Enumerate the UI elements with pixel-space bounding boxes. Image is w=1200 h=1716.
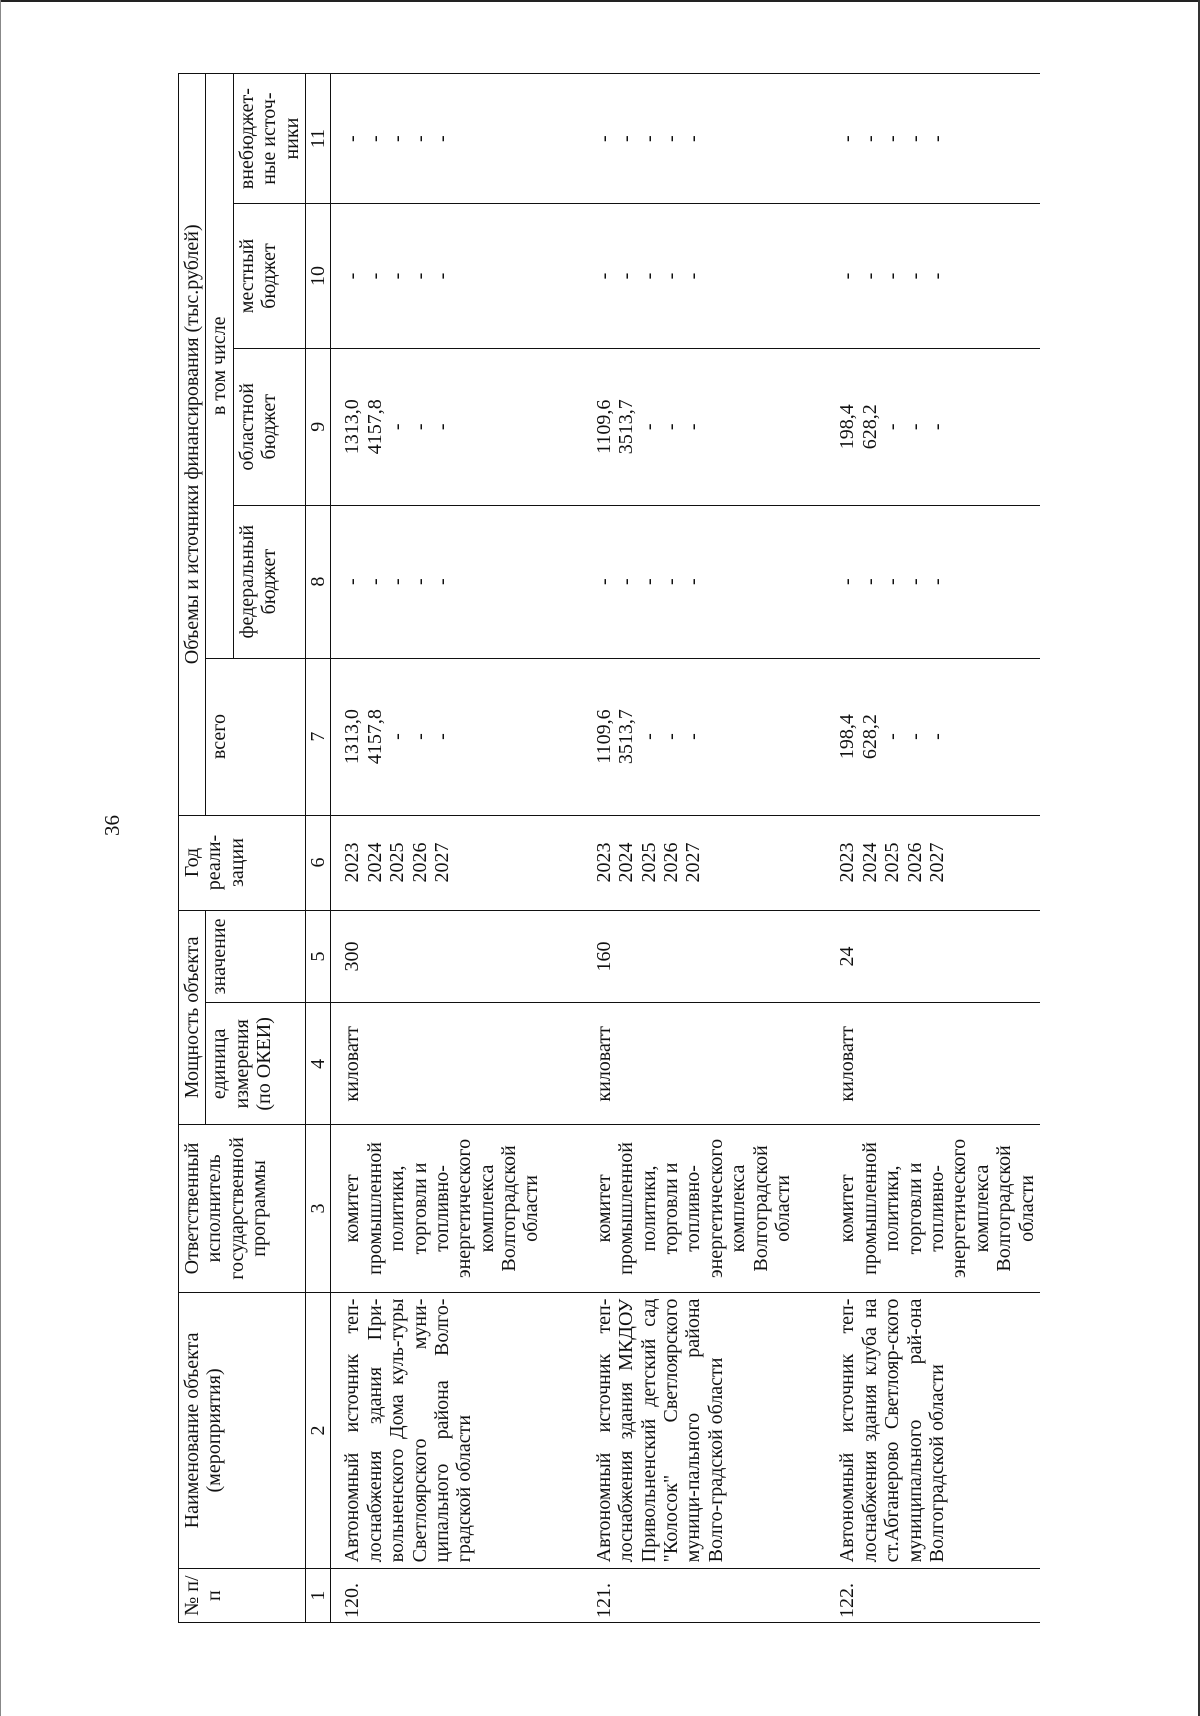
- local-value: -: [408, 272, 431, 280]
- federal-cell: [545, 505, 797, 658]
- regional-cell: [545, 348, 797, 505]
- local-cell: [796, 204, 1040, 349]
- federal-value: -: [363, 578, 386, 585]
- capacity-value: 300: [331, 910, 545, 1003]
- total-value: -: [925, 733, 948, 740]
- total-cell: [545, 658, 797, 815]
- extra-value: -: [408, 135, 431, 142]
- federal-value: -: [408, 578, 431, 585]
- row-number: 122.: [796, 1569, 1040, 1623]
- regional-value: -: [925, 423, 948, 431]
- local-value: -: [386, 272, 409, 280]
- total-value: -: [903, 733, 926, 740]
- header-federal: федеральный бюджет: [233, 505, 305, 658]
- column-number: 9: [305, 348, 330, 505]
- executor: комитет промышленной политики, торговли и топливно-энергетического комплекса Волгоградской области: [331, 1125, 545, 1292]
- extra-value: -: [836, 135, 859, 142]
- years-cell: [545, 815, 797, 910]
- extra-value: -: [903, 135, 926, 142]
- year: 2027: [925, 842, 948, 883]
- page-top-edge: [0, 0, 1200, 2]
- years-cell: [796, 815, 1040, 910]
- table-body: [331, 74, 1040, 1623]
- regional-value: -: [637, 423, 660, 431]
- total-value: -: [682, 733, 705, 740]
- federal-value: -: [637, 578, 660, 585]
- column-number: 11: [305, 74, 330, 204]
- extra-value: -: [660, 135, 683, 142]
- capacity-unit: киловатт: [545, 1003, 797, 1125]
- local-value: -: [836, 272, 859, 280]
- extra-value: -: [925, 135, 948, 142]
- extra-cell: [545, 74, 797, 204]
- federal-cell: [331, 505, 545, 658]
- header-value: значение: [206, 910, 306, 1003]
- local-value: -: [363, 272, 386, 280]
- regional-value: 198,4: [836, 404, 859, 450]
- year: 2024: [363, 842, 386, 883]
- local-value: -: [430, 272, 453, 280]
- column-number: 6: [305, 815, 330, 910]
- header-year: Год реали-зации: [179, 815, 306, 910]
- row-number: 120.: [331, 1569, 545, 1623]
- federal-value: -: [341, 578, 364, 585]
- total-value: -: [386, 733, 409, 740]
- local-cell: [331, 204, 545, 349]
- capacity-value: 160: [545, 910, 797, 1003]
- local-value: -: [592, 272, 615, 280]
- object-name: Автономный источник теп-лоснабжения здания МКДОУ Привольненский детский сад "Колосок" Светлоярского муници-пального района Волго-градской области: [545, 1292, 797, 1569]
- year: 2023: [836, 842, 859, 883]
- total-cell: [796, 658, 1040, 815]
- federal-value: -: [682, 578, 705, 585]
- federal-value: -: [903, 578, 926, 585]
- federal-value: -: [858, 578, 881, 585]
- table-row: [796, 74, 1040, 1623]
- local-value: -: [682, 272, 705, 280]
- local-value: -: [341, 272, 364, 280]
- regional-cell: [331, 348, 545, 505]
- local-value: -: [903, 272, 926, 280]
- year: 2027: [682, 842, 705, 883]
- regional-value: -: [881, 423, 904, 431]
- total-value: 4157,8: [363, 709, 386, 765]
- total-value: 198,4: [836, 714, 859, 760]
- header-including: в том числе: [206, 74, 233, 659]
- year: 2027: [430, 842, 453, 883]
- federal-value: -: [386, 578, 409, 585]
- header-name: Наименование объекта (мероприятия): [179, 1292, 306, 1569]
- executor: комитет промышленной политики, торговли и топливно-энергетического комплекса Волгоградской области: [796, 1125, 1040, 1292]
- executor: комитет промышленной политики, торговли и топливно-энергетического комплекса Волгоградской области: [545, 1125, 797, 1292]
- regional-value: -: [408, 423, 431, 431]
- header-unit: единица измерения (по ОКЕИ): [206, 1003, 306, 1125]
- total-value: -: [430, 733, 453, 740]
- header-capacity: Мощность объекта: [179, 910, 206, 1125]
- year: 2024: [615, 842, 638, 883]
- extra-value: -: [363, 135, 386, 142]
- regional-value: -: [430, 423, 453, 431]
- federal-value: -: [925, 578, 948, 585]
- column-number: 3: [305, 1125, 330, 1292]
- local-value: -: [881, 272, 904, 280]
- local-value: -: [637, 272, 660, 280]
- column-number: 5: [305, 910, 330, 1003]
- column-number-row: [305, 74, 330, 1623]
- funding-table: [178, 73, 1040, 1623]
- table-row: [331, 74, 545, 1623]
- year: 2025: [637, 842, 660, 883]
- total-cell: [331, 658, 545, 815]
- header-funding: Объемы и источники финансирования (тыс.рублей): [179, 74, 206, 816]
- regional-value: 4157,8: [363, 399, 386, 455]
- page-left-edge: [0, 0, 1, 1716]
- year: 2024: [858, 842, 881, 883]
- federal-cell: [796, 505, 1040, 658]
- table-header: [179, 74, 331, 1623]
- federal-value: -: [660, 578, 683, 585]
- year: 2026: [408, 842, 431, 883]
- extra-value: -: [386, 135, 409, 142]
- extra-value: -: [637, 135, 660, 142]
- federal-value: -: [430, 578, 453, 585]
- regional-value: -: [682, 423, 705, 431]
- regional-value: 1313,0: [341, 399, 364, 455]
- year: 2026: [903, 842, 926, 883]
- regional-value: 3513,7: [615, 399, 638, 455]
- extra-value: -: [430, 135, 453, 142]
- total-value: -: [408, 733, 431, 740]
- header-local: местный бюджет: [233, 204, 305, 349]
- federal-value: -: [881, 578, 904, 585]
- year: 2025: [386, 842, 409, 883]
- total-value: 1109,6: [592, 709, 615, 764]
- total-value: -: [637, 733, 660, 740]
- header-total: всего: [206, 658, 306, 815]
- year: 2023: [592, 842, 615, 883]
- column-number: 10: [305, 204, 330, 349]
- regional-value: -: [660, 423, 683, 431]
- regional-value: -: [903, 423, 926, 431]
- extra-value: -: [592, 135, 615, 142]
- column-number: 7: [305, 658, 330, 815]
- regional-value: 1109,6: [592, 399, 615, 454]
- header-executor: Ответственный исполнитель государственной программы: [179, 1125, 306, 1292]
- column-number: 1: [305, 1569, 330, 1623]
- federal-value: -: [615, 578, 638, 585]
- local-value: -: [925, 272, 948, 280]
- local-value: -: [615, 272, 638, 280]
- local-cell: [545, 204, 797, 349]
- object-name: Автономный источник теп-лоснабжения здания клуба на ст.Абганерово Светлояр-ского муниципального рай-она Волгоградской области: [796, 1292, 1040, 1569]
- local-value: -: [660, 272, 683, 280]
- capacity-unit: киловатт: [796, 1003, 1040, 1125]
- year: 2025: [881, 842, 904, 883]
- page-number: 36: [100, 815, 124, 836]
- extra-value: -: [682, 135, 705, 142]
- regional-value: 628,2: [858, 404, 881, 450]
- regional-cell: [796, 348, 1040, 505]
- total-value: -: [881, 733, 904, 740]
- total-value: 1313,0: [341, 709, 364, 765]
- header-num: № п/п: [179, 1569, 306, 1623]
- capacity-value: 24: [796, 910, 1040, 1003]
- extra-cell: [331, 74, 545, 204]
- year: 2023: [341, 842, 364, 883]
- header-extra: внебюджет-ные источ-ники: [233, 74, 305, 204]
- total-value: 3513,7: [615, 709, 638, 765]
- column-number: 4: [305, 1003, 330, 1125]
- row-number: 121.: [545, 1569, 797, 1623]
- extra-value: -: [615, 135, 638, 142]
- year: 2026: [660, 842, 683, 883]
- total-value: 628,2: [858, 714, 881, 760]
- extra-value: -: [858, 135, 881, 142]
- rotated-table-wrapper: [178, 73, 1178, 1623]
- federal-value: -: [592, 578, 615, 585]
- header-regional: областной бюджет: [233, 348, 305, 505]
- column-number: 2: [305, 1292, 330, 1569]
- years-cell: [331, 815, 545, 910]
- object-name: Автономный источник теп-лоснабжения здания При-вольненского Дома куль-туры Светлоярского муни-ципального района Волго-градской области: [331, 1292, 545, 1569]
- capacity-unit: киловатт: [331, 1003, 545, 1125]
- extra-cell: [796, 74, 1040, 204]
- local-value: -: [858, 272, 881, 280]
- federal-value: -: [836, 578, 859, 585]
- table-row: [545, 74, 797, 1623]
- column-number: 8: [305, 505, 330, 658]
- extra-value: -: [341, 135, 364, 142]
- regional-value: -: [386, 423, 409, 431]
- extra-value: -: [881, 135, 904, 142]
- total-value: -: [660, 733, 683, 740]
